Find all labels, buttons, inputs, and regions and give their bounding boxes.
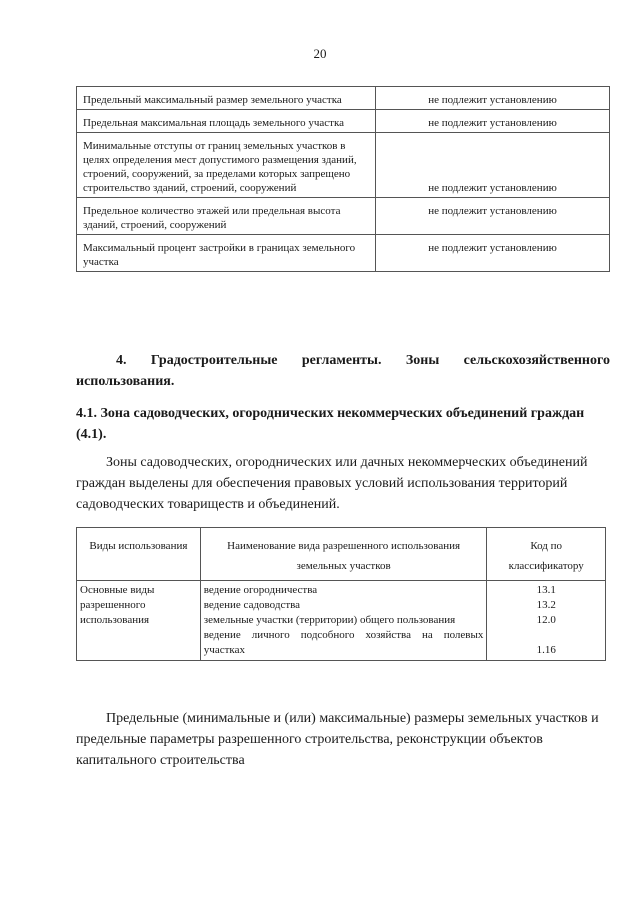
land-use-table — [76, 527, 606, 661]
parameter-name: Предельный максимальный размер земельного участка — [77, 87, 376, 110]
use-code: 1.16 — [536, 644, 556, 656]
parameter-name: Минимальные отступы от границ земельных участков в целях определения мест допустимого размещения зданий, строений, сооружений, за пределами которых запрещено строительство зданий, строений, сооружений — [77, 133, 376, 198]
section-4-heading: 4. Градостроительные регламенты. Зоны сельскохозяйственного использования. — [76, 353, 610, 389]
use-names-cell — [200, 581, 487, 661]
table-header-row — [77, 528, 606, 581]
use-group-label: Основные виды разрешенного использования — [77, 581, 201, 661]
section-4-1-heading: 4.1. Зона садоводческих, огороднических некоммерческих объединений граждан (4.1). — [76, 406, 585, 442]
parameters-table — [76, 86, 610, 272]
parameter-name: Предельная максимальная площадь земельного участка — [77, 110, 376, 133]
use-code: 12.0 — [536, 614, 556, 626]
parameter-value: не подлежит установлению — [376, 198, 610, 235]
use-codes-cell — [487, 581, 606, 661]
column-header-use-name: Наименование вида разрешенного использования земельных участков — [200, 528, 487, 581]
page-number: 20 — [313, 46, 327, 61]
limits-paragraph: Предельные (минимальные и (или) максимальные) размеры земельных участков и предельные параметры разрешенного строительства, реконструкции объектов капитального строительства — [76, 711, 599, 768]
parameter-value: не подлежит установлению — [376, 87, 610, 110]
parameter-name: Предельное количество этажей или предельная высота зданий, строений, сооружений — [77, 198, 376, 235]
use-code: 13.1 — [536, 584, 556, 596]
table-row — [77, 235, 610, 272]
zone-description-paragraph: Зоны садоводческих, огороднических или дачных некоммерческих объединений граждан выделены для обеспечения правовых условий использования территорий садоводческих товариществ и объединений. — [76, 455, 588, 512]
use-name: земельные участки (территории) общего пользования — [203, 614, 456, 626]
column-header-use-types: Виды использования — [77, 528, 201, 581]
table-row — [77, 110, 610, 133]
parameter-value: не подлежит установлению — [376, 110, 610, 133]
table-row — [77, 198, 610, 235]
column-header-code: Код по классификатору — [487, 528, 606, 581]
parameter-value: не подлежит установлению — [376, 133, 610, 198]
table-row — [77, 581, 606, 661]
use-code: 13.2 — [536, 599, 556, 611]
parameter-name: Максимальный процент застройки в границах земельного участка — [77, 235, 376, 272]
table-row — [77, 87, 610, 110]
use-name: ведение огородничества — [203, 584, 318, 596]
use-name: ведение личного подсобного хозяйства на полевых участках — [203, 629, 484, 656]
parameter-value: не подлежит установлению — [376, 235, 610, 272]
table-row — [77, 133, 610, 198]
use-name: ведение садоводства — [203, 599, 301, 611]
